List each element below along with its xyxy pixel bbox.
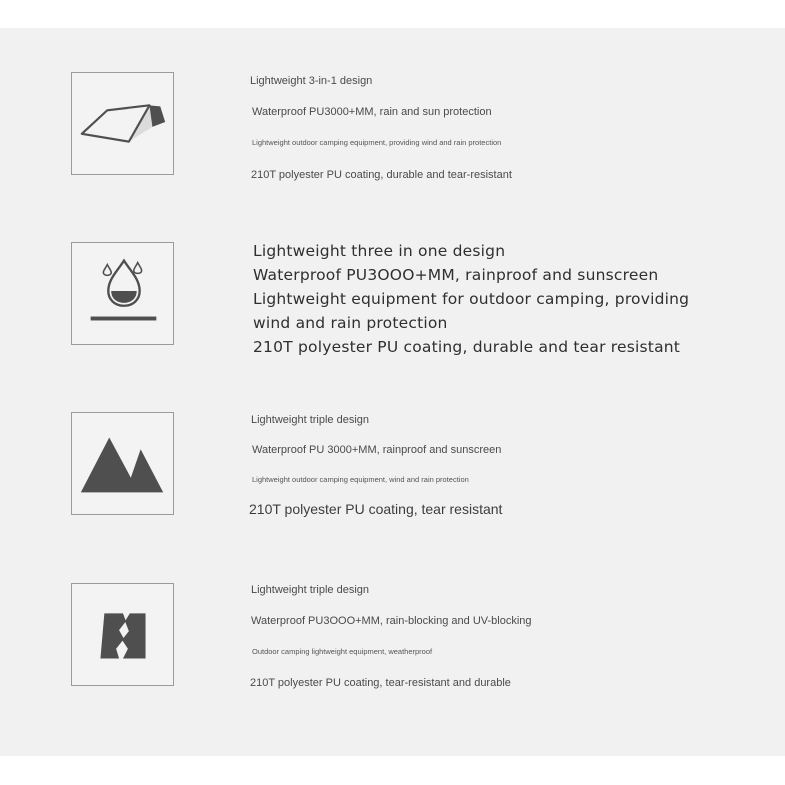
feature-1-line-1: Lightweight 3-in-1 design xyxy=(250,75,373,87)
feature-2-line-4: wind and rain protection xyxy=(253,314,448,332)
feature-4-icon-box xyxy=(71,583,174,686)
feature-1-icon-box xyxy=(71,72,174,175)
feature-2-line-2: Waterproof PU3OOO+MM, rainproof and sunscreen xyxy=(253,266,659,284)
feature-1-line-3: Lightweight outdoor camping equipment, providing wind and rain protection xyxy=(252,138,502,147)
feature-2-line-3: Lightweight equipment for outdoor camping, providing xyxy=(253,290,690,308)
feature-4-line-1: Lightweight triple design xyxy=(251,584,370,596)
feature-4-line-4: 210T polyester PU coating, tear-resistant and durable xyxy=(250,677,511,689)
feature-2-icon-box xyxy=(71,242,174,345)
mountain-icon xyxy=(72,413,173,514)
feature-4-line-2: Waterproof PU3OOO+MM, rain-blocking and UV-blocking xyxy=(251,615,532,627)
feature-1-line-4: 210T polyester PU coating, durable and tear-resistant xyxy=(251,169,512,181)
feature-3-line-4: 210T polyester PU coating, tear resistant xyxy=(249,501,503,517)
torn-fabric-icon xyxy=(72,584,173,685)
feature-1-line-2: Waterproof PU3000+MM, rain and sun protection xyxy=(252,106,492,118)
feature-2-line-1: Lightweight three in one design xyxy=(253,242,506,260)
feature-4-line-3: Outdoor camping lightweight equipment, weatherproof xyxy=(252,647,433,656)
feature-2-line-5: 210T polyester PU coating, durable and tear resistant xyxy=(253,338,681,356)
water-drop-icon xyxy=(72,243,173,344)
feature-3-line-2: Waterproof PU 3000+MM, rainproof and sunscreen xyxy=(252,444,502,456)
feature-3-icon-box xyxy=(71,412,174,515)
feature-3-line-1: Lightweight triple design xyxy=(251,414,370,426)
feature-3-line-3: Lightweight outdoor camping equipment, wind and rain protection xyxy=(252,475,469,484)
tarp-icon xyxy=(72,73,173,174)
